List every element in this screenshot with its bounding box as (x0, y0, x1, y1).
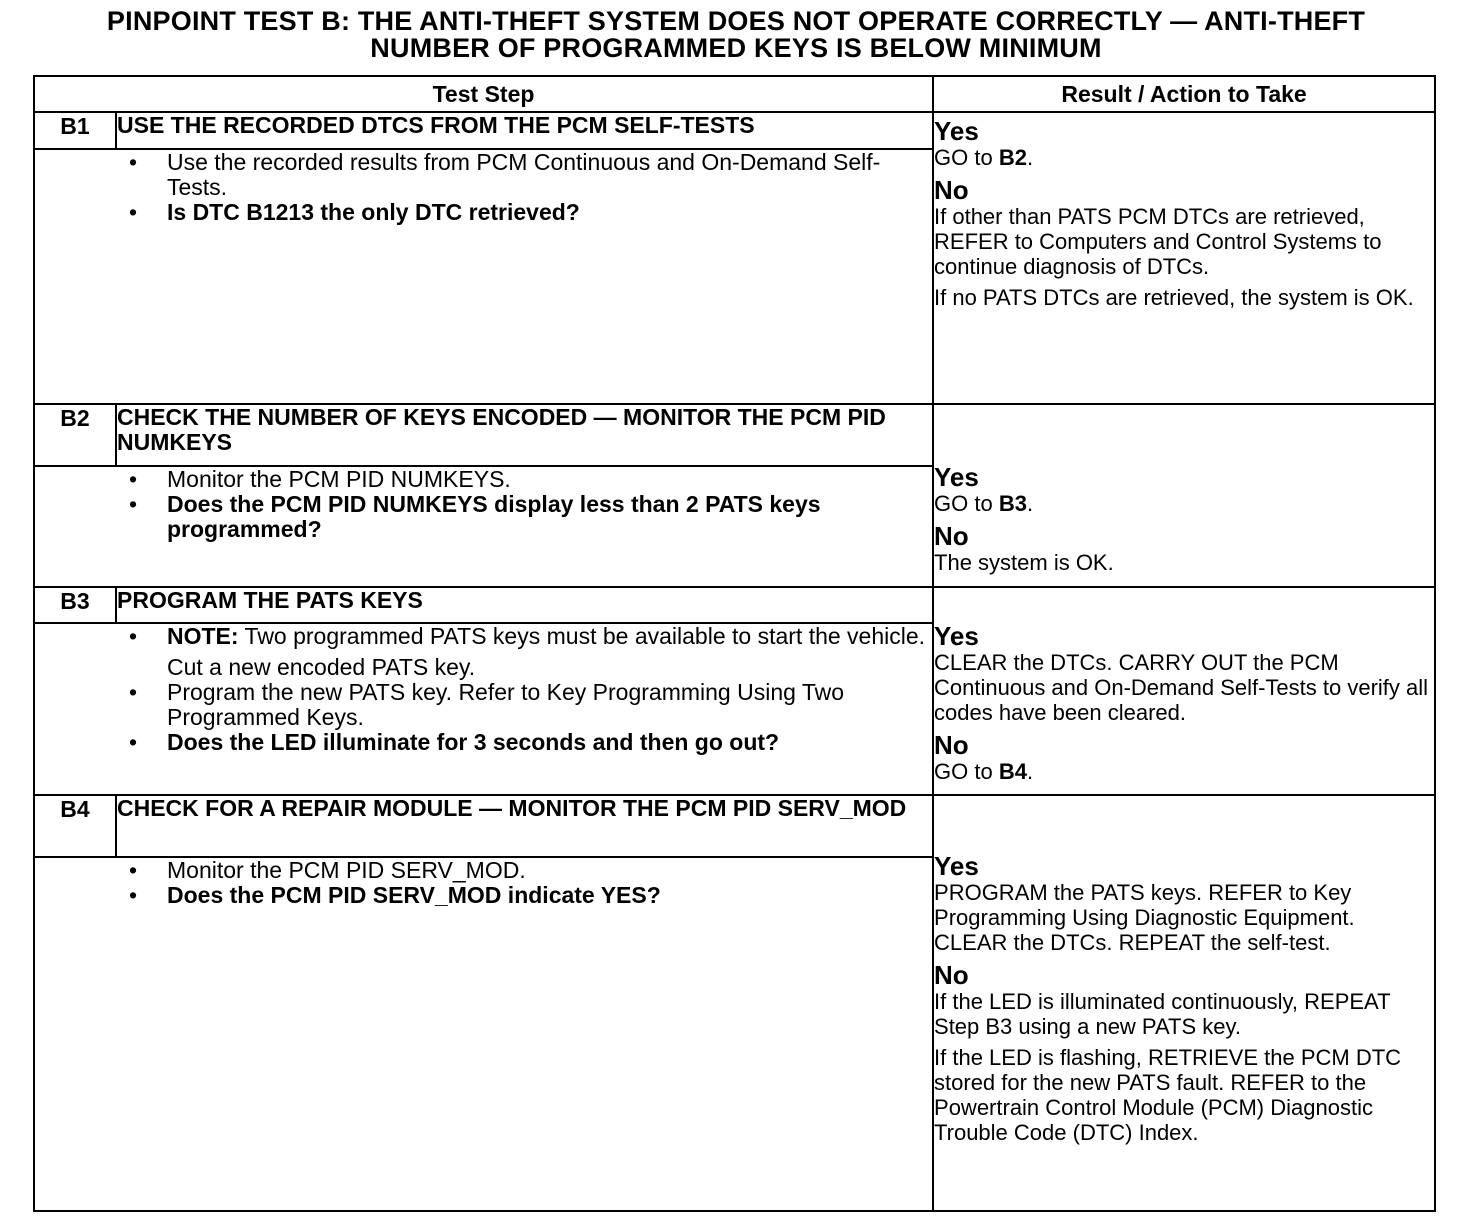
no-label: No (934, 730, 969, 760)
yes-action (934, 491, 1434, 516)
step-instruction: Use the recorded results from PCM Continuous and On-Demand Self-Tests. (167, 149, 881, 200)
step-body (34, 623, 933, 795)
no-label: No (934, 521, 969, 551)
bullet-icon: • (129, 466, 138, 492)
yes-label: Yes (934, 462, 979, 492)
step-question: Does the PCM PID SERV_MOD indicate YES? (167, 882, 661, 908)
no-action-1: The system is OK. (934, 550, 1114, 575)
yes-action-end: . (1026, 491, 1034, 516)
yes-action-end: . (1026, 145, 1034, 170)
no-action-step: B4 (998, 759, 1027, 784)
step-instruction: Monitor the PCM PID NUMKEYS. (167, 466, 511, 492)
list-item (35, 624, 932, 649)
no-action-1: If the LED is illuminated continuously, REPEAT Step B3 using a new PATS key. (934, 989, 1391, 1039)
no-action (934, 759, 1434, 784)
no-label: No (934, 175, 969, 205)
title-line-2: NUMBER OF PROGRAMMED KEYS IS BELOW MINIMUM (370, 33, 1102, 63)
step-b3-result (933, 587, 1435, 795)
step-instruction: Monitor the PCM PID SERV_MOD. (167, 857, 526, 883)
list-item (35, 858, 932, 883)
list-item-continuation (35, 655, 932, 680)
yes-label: Yes (934, 116, 979, 146)
test-step-header: Test Step (34, 76, 933, 112)
yes-action: PROGRAM the PATS keys. REFER to Key Programming Using Diagnostic Equipment. CLEAR the DTCs. REPEAT the self-test. (934, 880, 1355, 955)
step-question: Is DTC B1213 the only DTC retrieved? (167, 199, 580, 225)
bullet-icon: • (129, 623, 138, 649)
step-id: B1 (34, 112, 116, 149)
step-title: PROGRAM THE PATS KEYS (116, 587, 933, 623)
no-action-2: If the LED is flashing, RETRIEVE the PCM DTC stored for the new PATS fault. REFER to the Powertrain Control Module (PCM) Diagnostic Trouble Code (DTC) Index. (934, 1045, 1402, 1145)
yes-action: CLEAR the DTCs. CARRY OUT the PCM Continuous and On-Demand Self-Tests to verify all codes have been cleared. (934, 650, 1429, 725)
step-question: Does the PCM PID NUMKEYS display less than 2 PATS keys programmed? (167, 491, 821, 542)
step-b2-title-row (34, 404, 1435, 466)
no-label: No (934, 960, 969, 990)
step-body (34, 466, 933, 587)
yes-action-text: GO to (934, 145, 999, 170)
yes-label: Yes (934, 851, 979, 881)
step-instruction: Cut a new encoded PATS key. (167, 654, 476, 680)
list-item (35, 680, 932, 730)
title-line-1: PINPOINT TEST B: THE ANTI-THEFT SYSTEM DOES NOT OPERATE CORRECTLY — ANTI-THEFT (106, 6, 1366, 36)
list-item (35, 730, 932, 755)
list-item (35, 883, 932, 908)
page-title (0, 8, 1472, 62)
step-b2-result (933, 404, 1435, 587)
step-id: B2 (34, 404, 116, 466)
step-b1-result (933, 112, 1435, 404)
bullet-icon: • (129, 679, 138, 705)
step-instruction: Program the new PATS key. Refer to Key Programming Using Two Programmed Keys. (167, 679, 845, 730)
bullet-icon: • (129, 149, 138, 175)
note-label: NOTE: (167, 623, 239, 649)
step-b4-title-row (34, 795, 1435, 857)
list-item (35, 200, 932, 225)
note-text: Two programmed PATS keys must be available to start the vehicle. (238, 623, 926, 649)
step-id: B4 (34, 795, 116, 857)
pinpoint-test-table (33, 75, 1436, 1212)
list-item (35, 150, 932, 200)
step-title: CHECK FOR A REPAIR MODULE — MONITOR THE PCM PID SERV_MOD (116, 795, 933, 857)
step-b1-title-row (34, 112, 1435, 149)
step-b4-result (933, 795, 1435, 1211)
step-title: USE THE RECORDED DTCS FROM THE PCM SELF-TESTS (116, 112, 933, 149)
bullet-icon: • (129, 729, 138, 755)
header-row (34, 76, 1435, 112)
bullet-icon: • (129, 882, 138, 908)
no-action-2: If no PATS DTCs are retrieved, the system is OK. (934, 285, 1414, 310)
no-action-end: . (1026, 759, 1034, 784)
bullet-icon: • (129, 491, 138, 517)
bullet-icon: • (129, 199, 138, 225)
step-b3-title-row (34, 587, 1435, 623)
no-action-text: GO to (934, 759, 999, 784)
yes-action-text: GO to (934, 491, 999, 516)
yes-action-step: B3 (998, 491, 1027, 516)
step-title: CHECK THE NUMBER OF KEYS ENCODED — MONITOR THE PCM PID NUMKEYS (116, 404, 933, 466)
step-id: B3 (34, 587, 116, 623)
step-question: Does the LED illuminate for 3 seconds and then go out? (167, 729, 780, 755)
step-body (34, 857, 933, 1211)
list-item (35, 492, 932, 542)
result-header: Result / Action to Take (933, 76, 1435, 112)
yes-action-step: B2 (998, 145, 1027, 170)
yes-label: Yes (934, 621, 979, 651)
list-item (35, 467, 932, 492)
bullet-icon: • (129, 857, 138, 883)
yes-action (934, 145, 1434, 170)
no-action-1: If other than PATS PCM DTCs are retrieved, REFER to Computers and Control Systems to continue diagnosis of DTCs. (934, 204, 1382, 279)
step-body (34, 149, 933, 404)
